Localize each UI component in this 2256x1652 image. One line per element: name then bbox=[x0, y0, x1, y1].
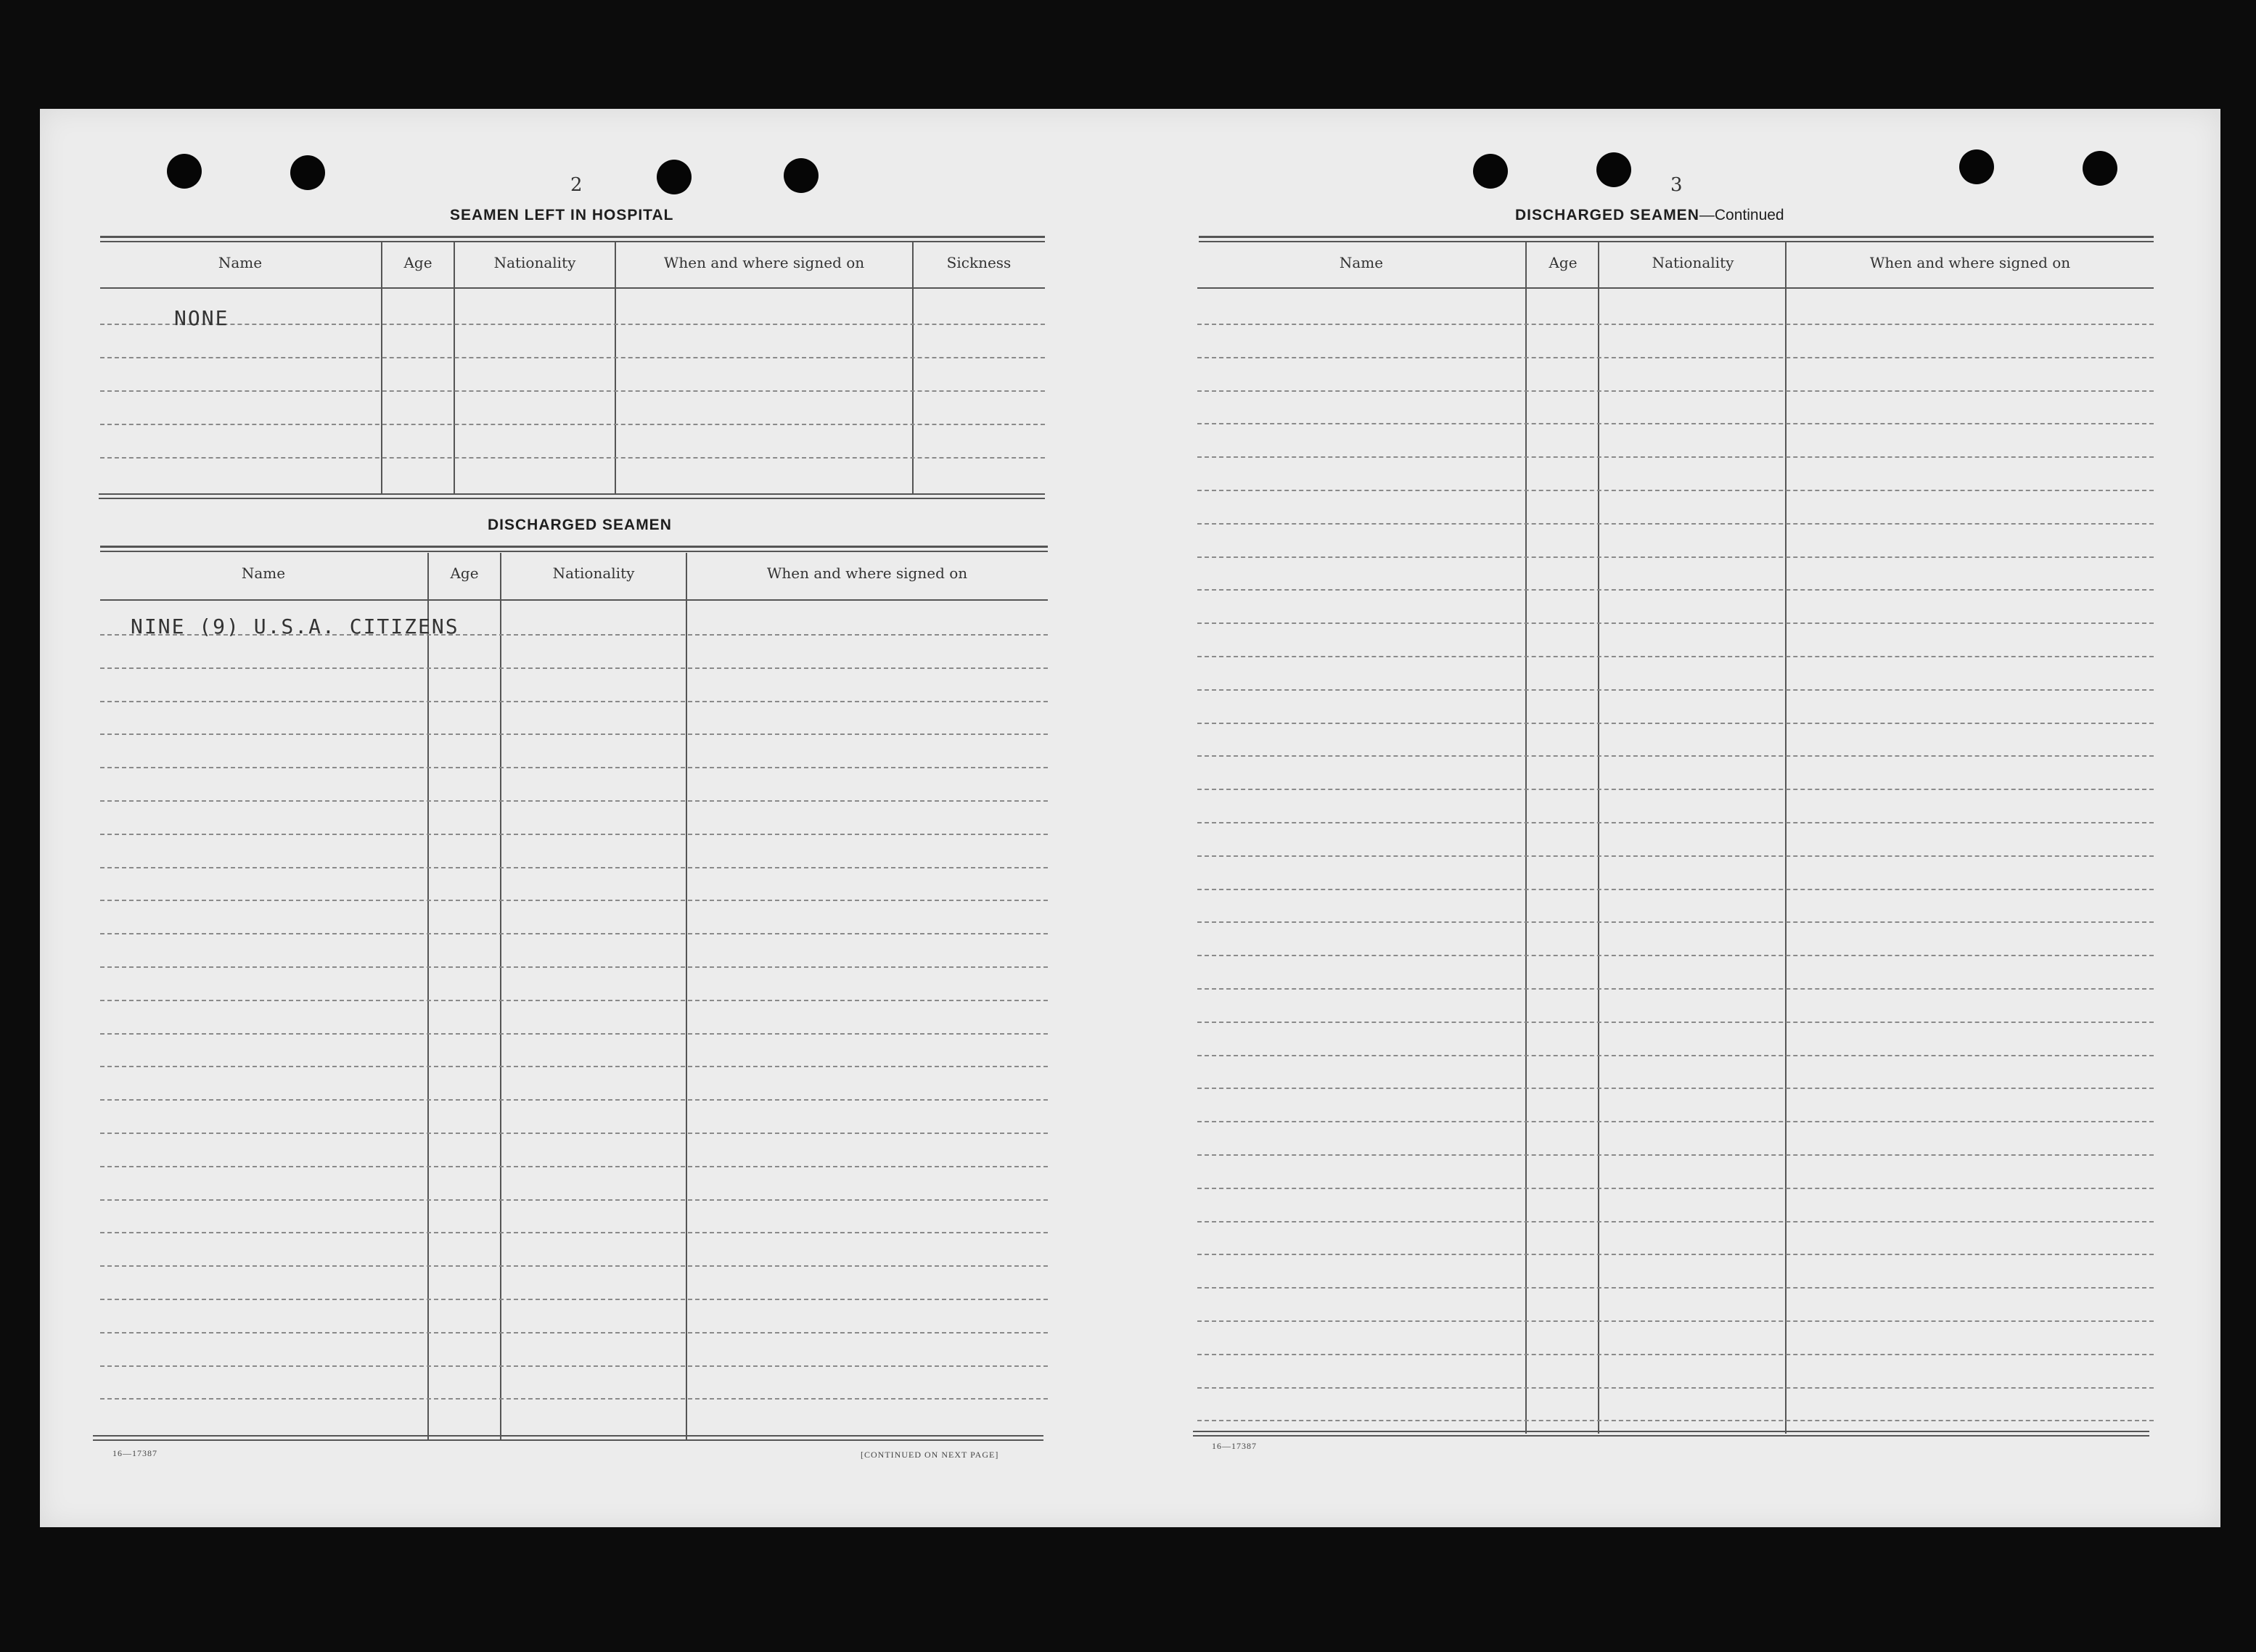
discharged-col-divider bbox=[686, 553, 687, 1439]
discharged-row bbox=[100, 800, 1048, 802]
hospital-col-name: Name bbox=[218, 254, 263, 271]
discharged-row bbox=[100, 1066, 1048, 1067]
right-col-name: Name bbox=[1339, 254, 1384, 271]
hospital-row bbox=[100, 390, 1045, 392]
discharged-row bbox=[100, 1166, 1048, 1167]
discharged-col-divider bbox=[500, 553, 501, 1439]
discharged-row bbox=[100, 701, 1048, 702]
discharged-row bbox=[100, 834, 1048, 835]
punch-hole bbox=[167, 154, 202, 189]
right-table-row bbox=[1197, 324, 2154, 325]
right-table-row bbox=[1197, 1420, 2154, 1421]
discharged-row bbox=[100, 1099, 1048, 1101]
right-table-row bbox=[1197, 1121, 2154, 1122]
punch-hole bbox=[1596, 152, 1631, 187]
right-col-nationality: Nationality bbox=[1652, 254, 1734, 271]
discharged-row bbox=[100, 1365, 1048, 1367]
right-table-row bbox=[1197, 723, 2154, 724]
discharged-row bbox=[100, 767, 1048, 768]
discharged-table-top-rule bbox=[100, 546, 1048, 548]
hospital-entry-none: NONE bbox=[174, 306, 229, 330]
right-table-row bbox=[1197, 1055, 2154, 1056]
right-table-row bbox=[1197, 622, 2154, 624]
right-table-row bbox=[1197, 1387, 2154, 1389]
right-table-row bbox=[1197, 789, 2154, 790]
discharged-section-title: DISCHARGED SEAMEN bbox=[488, 517, 672, 533]
discharged-col-age: Age bbox=[450, 564, 479, 582]
hospital-col-signed-on: When and where signed on bbox=[663, 254, 865, 271]
right-table-row bbox=[1197, 1022, 2154, 1023]
right-table-row bbox=[1197, 1188, 2154, 1189]
right-table-row bbox=[1197, 656, 2154, 657]
discharged-col-nationality: Nationality bbox=[552, 564, 635, 582]
right-header-rule bbox=[1197, 287, 2154, 289]
hospital-table-bottom-rule bbox=[99, 498, 1045, 499]
discharged-col-name: Name bbox=[241, 564, 286, 582]
discharged-row bbox=[100, 1033, 1048, 1035]
left-page-number: 2 bbox=[570, 174, 583, 196]
discharged-col-divider bbox=[427, 553, 429, 1439]
right-table-row bbox=[1197, 955, 2154, 956]
punch-hole bbox=[1959, 149, 1994, 184]
right-form-number: 16—17387 bbox=[1212, 1441, 1257, 1451]
hospital-header-rule bbox=[100, 287, 1045, 289]
right-section-title bbox=[1515, 207, 1784, 224]
continued-note: [CONTINUED ON NEXT PAGE] bbox=[861, 1450, 999, 1460]
punch-hole bbox=[2083, 151, 2117, 186]
discharged-row bbox=[100, 867, 1048, 868]
discharged-table-bottom-rule bbox=[93, 1435, 1043, 1437]
right-table-row bbox=[1197, 921, 2154, 923]
right-table-row bbox=[1197, 1221, 2154, 1222]
right-table-row bbox=[1197, 755, 2154, 757]
hospital-col-age: Age bbox=[403, 254, 432, 271]
punch-hole bbox=[290, 155, 325, 190]
right-page-number: 3 bbox=[1670, 174, 1683, 196]
right-table-row bbox=[1197, 390, 2154, 392]
hospital-table-top-rule bbox=[100, 236, 1045, 238]
right-table-row bbox=[1197, 589, 2154, 591]
right-table-row bbox=[1197, 1088, 2154, 1089]
right-table-row bbox=[1197, 689, 2154, 691]
hospital-table-top-rule bbox=[100, 241, 1045, 242]
hospital-row bbox=[100, 357, 1045, 358]
hospital-col-sickness: Sickness bbox=[946, 254, 1012, 271]
right-table-row bbox=[1197, 889, 2154, 890]
discharged-col-signed-on: When and where signed on bbox=[766, 564, 968, 582]
discharged-row bbox=[100, 1232, 1048, 1233]
discharged-table-top-rule bbox=[100, 551, 1048, 552]
document-sheet bbox=[40, 109, 2220, 1527]
discharged-header-rule bbox=[100, 599, 1048, 601]
right-table-row bbox=[1197, 456, 2154, 458]
hospital-col-divider bbox=[615, 242, 616, 493]
discharged-entry: NINE (9) U.S.A. CITIZENS bbox=[131, 615, 459, 638]
discharged-row bbox=[100, 1398, 1048, 1400]
hospital-col-divider bbox=[912, 242, 914, 493]
discharged-row bbox=[100, 1265, 1048, 1267]
right-table-row bbox=[1197, 1154, 2154, 1156]
right-table-bottom-rule bbox=[1193, 1435, 2149, 1437]
right-table-row bbox=[1197, 556, 2154, 558]
discharged-row bbox=[100, 900, 1048, 901]
punch-hole bbox=[784, 158, 819, 193]
right-table-row bbox=[1197, 490, 2154, 491]
right-table-row bbox=[1197, 357, 2154, 358]
discharged-row bbox=[100, 1000, 1048, 1001]
hospital-row bbox=[100, 424, 1045, 425]
right-table-row bbox=[1197, 822, 2154, 823]
right-table-row bbox=[1197, 1354, 2154, 1355]
discharged-row bbox=[100, 1332, 1048, 1333]
right-table-row bbox=[1197, 423, 2154, 424]
discharged-row bbox=[100, 1133, 1048, 1134]
discharged-row bbox=[100, 1299, 1048, 1300]
right-table-top-rule bbox=[1199, 236, 2154, 238]
right-table-top-rule bbox=[1199, 241, 2154, 242]
right-table-row bbox=[1197, 855, 2154, 857]
right-table-row bbox=[1197, 988, 2154, 990]
right-title-suffix: —Continued bbox=[1699, 207, 1784, 223]
hospital-section-title: SEAMEN LEFT IN HOSPITAL bbox=[450, 207, 674, 223]
discharged-row bbox=[100, 966, 1048, 968]
right-table-bottom-rule bbox=[1193, 1431, 2149, 1432]
hospital-col-divider bbox=[454, 242, 455, 493]
right-col-signed-on: When and where signed on bbox=[1869, 254, 2071, 271]
discharged-row bbox=[100, 733, 1048, 735]
hospital-row bbox=[100, 457, 1045, 459]
discharged-table-bottom-rule bbox=[93, 1439, 1043, 1441]
right-table-row bbox=[1197, 1254, 2154, 1255]
punch-hole bbox=[1473, 154, 1508, 189]
hospital-row bbox=[100, 324, 1045, 325]
right-col-age: Age bbox=[1549, 254, 1578, 271]
discharged-row bbox=[100, 1199, 1048, 1201]
right-table-row bbox=[1197, 1320, 2154, 1322]
discharged-row bbox=[100, 933, 1048, 934]
right-title-main: DISCHARGED SEAMEN bbox=[1515, 207, 1699, 223]
right-table-row bbox=[1197, 1287, 2154, 1289]
punch-hole bbox=[657, 160, 692, 194]
discharged-row bbox=[100, 667, 1048, 669]
left-form-number: 16—17387 bbox=[112, 1448, 157, 1458]
hospital-table-bottom-rule bbox=[99, 493, 1045, 495]
hospital-col-divider bbox=[381, 242, 382, 493]
right-table-row bbox=[1197, 523, 2154, 525]
hospital-col-nationality: Nationality bbox=[493, 254, 576, 271]
